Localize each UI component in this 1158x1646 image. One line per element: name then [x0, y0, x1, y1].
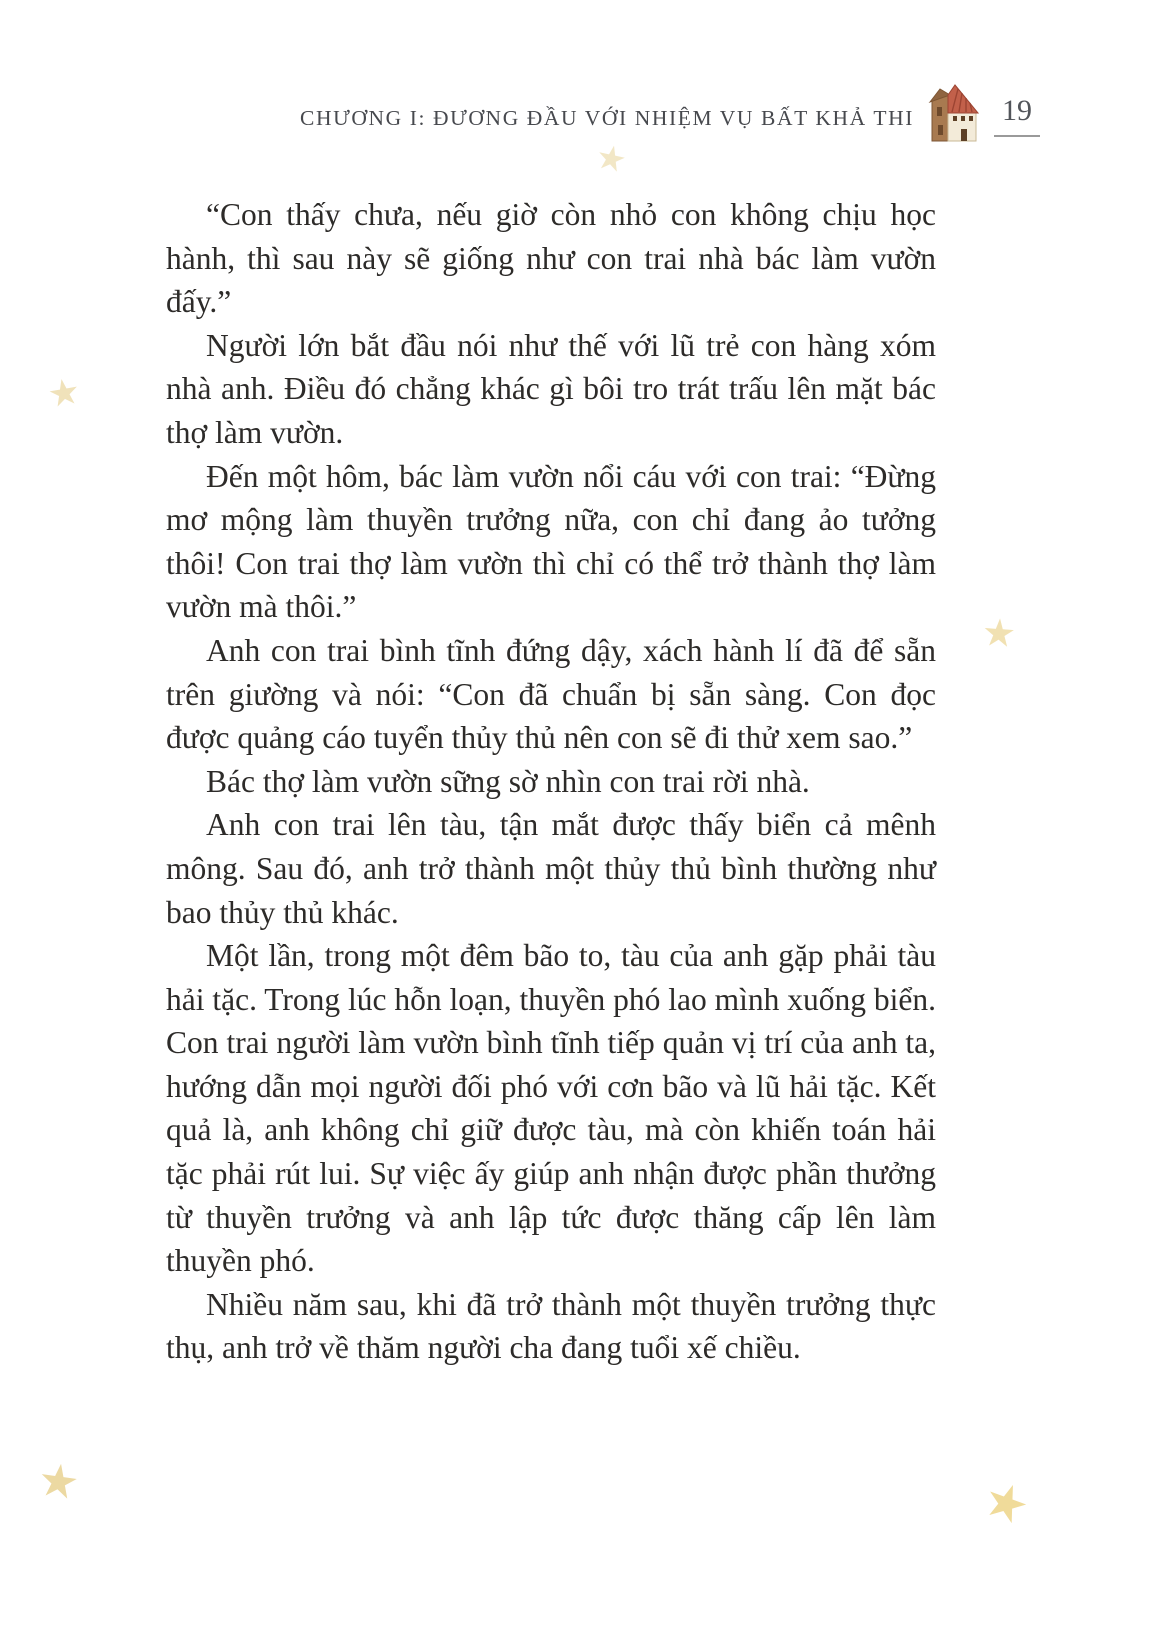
page-number-rule	[994, 135, 1040, 137]
page-header	[0, 82, 1040, 146]
paragraph: Anh con trai bình tĩnh đứng dậy, xách hành lí đã để sẵn trên giường và nói: “Con đã chuẩn bị sẵn sàng. Con đọc được quảng cáo tuyển thủy thủ nên con sẽ đi thử xem sao.”	[166, 632, 936, 756]
house-icon	[928, 83, 980, 145]
paragraph: Nhiều năm sau, khi đã trở thành một thuyền trưởng thực thụ, anh trở về thăm người cha đang tuổi xế chiều.	[166, 1286, 936, 1366]
paragraph: “Con thấy chưa, nếu giờ còn nhỏ con không chịu học hành, thì sau này sẽ giống như con trai nhà bác làm vườn đấy.”	[166, 197, 936, 320]
paragraph: Bác thợ làm vườn sững sờ nhìn con trai rời nhà.	[206, 763, 810, 799]
paragraph: Đến một hôm, bác làm vườn nổi cáu với con trai: “Đừng mơ mộng làm thuyền trưởng nữa, con chỉ đang ảo tưởng thôi! Con trai thợ làm vườn thì chỉ có thể trở thành thợ làm vườn mà thôi.”	[166, 458, 936, 625]
paragraph: Một lần, trong một đêm bão to, tàu của anh gặp phải tàu hải tặc. Trong lúc hỗn loạn, thuyền phó lao mình xuống biển. Con trai người làm vườn bình tĩnh tiếp quản vị trí của anh ta, hướng dẫn mọi người đối phó với cơn bão và lũ hải tặc. Kết quả là, anh không chỉ giữ được tàu, mà còn khiến toán hải tặc phải rút lui. Sự việc ấy giúp anh nhận được phần thưởng từ thuyền trưởng và anh lập tức được thăng cấp lên làm thuyền phó.	[166, 938, 936, 1279]
paragraph: Anh con trai lên tàu, tận mắt được thấy biển cả mênh mông. Sau đó, anh trở thành một thủy thủ bình thường như bao thủy thủ khác.	[166, 807, 936, 930]
chapter-title: CHƯƠNG I: ĐƯƠNG ĐẦU VỚI NHIỆM VỤ BẤT KHẢ THI	[300, 105, 914, 130]
star-icon: ★	[34, 1451, 83, 1511]
star-icon: ★	[592, 136, 631, 182]
page-number: 19	[1002, 93, 1032, 127]
paragraph: Người lớn bắt đầu nói như thế với lũ trẻ con hàng xóm nhà anh. Điều đó chẳng khác gì bôi tro trát trấu lên mặt bác thợ làm vườn.	[166, 327, 936, 450]
star-icon: ★	[980, 609, 1018, 657]
body-text	[166, 193, 936, 1370]
star-icon: ★	[44, 370, 84, 417]
page-number-block	[994, 93, 1040, 137]
star-icon: ★	[975, 1468, 1038, 1538]
